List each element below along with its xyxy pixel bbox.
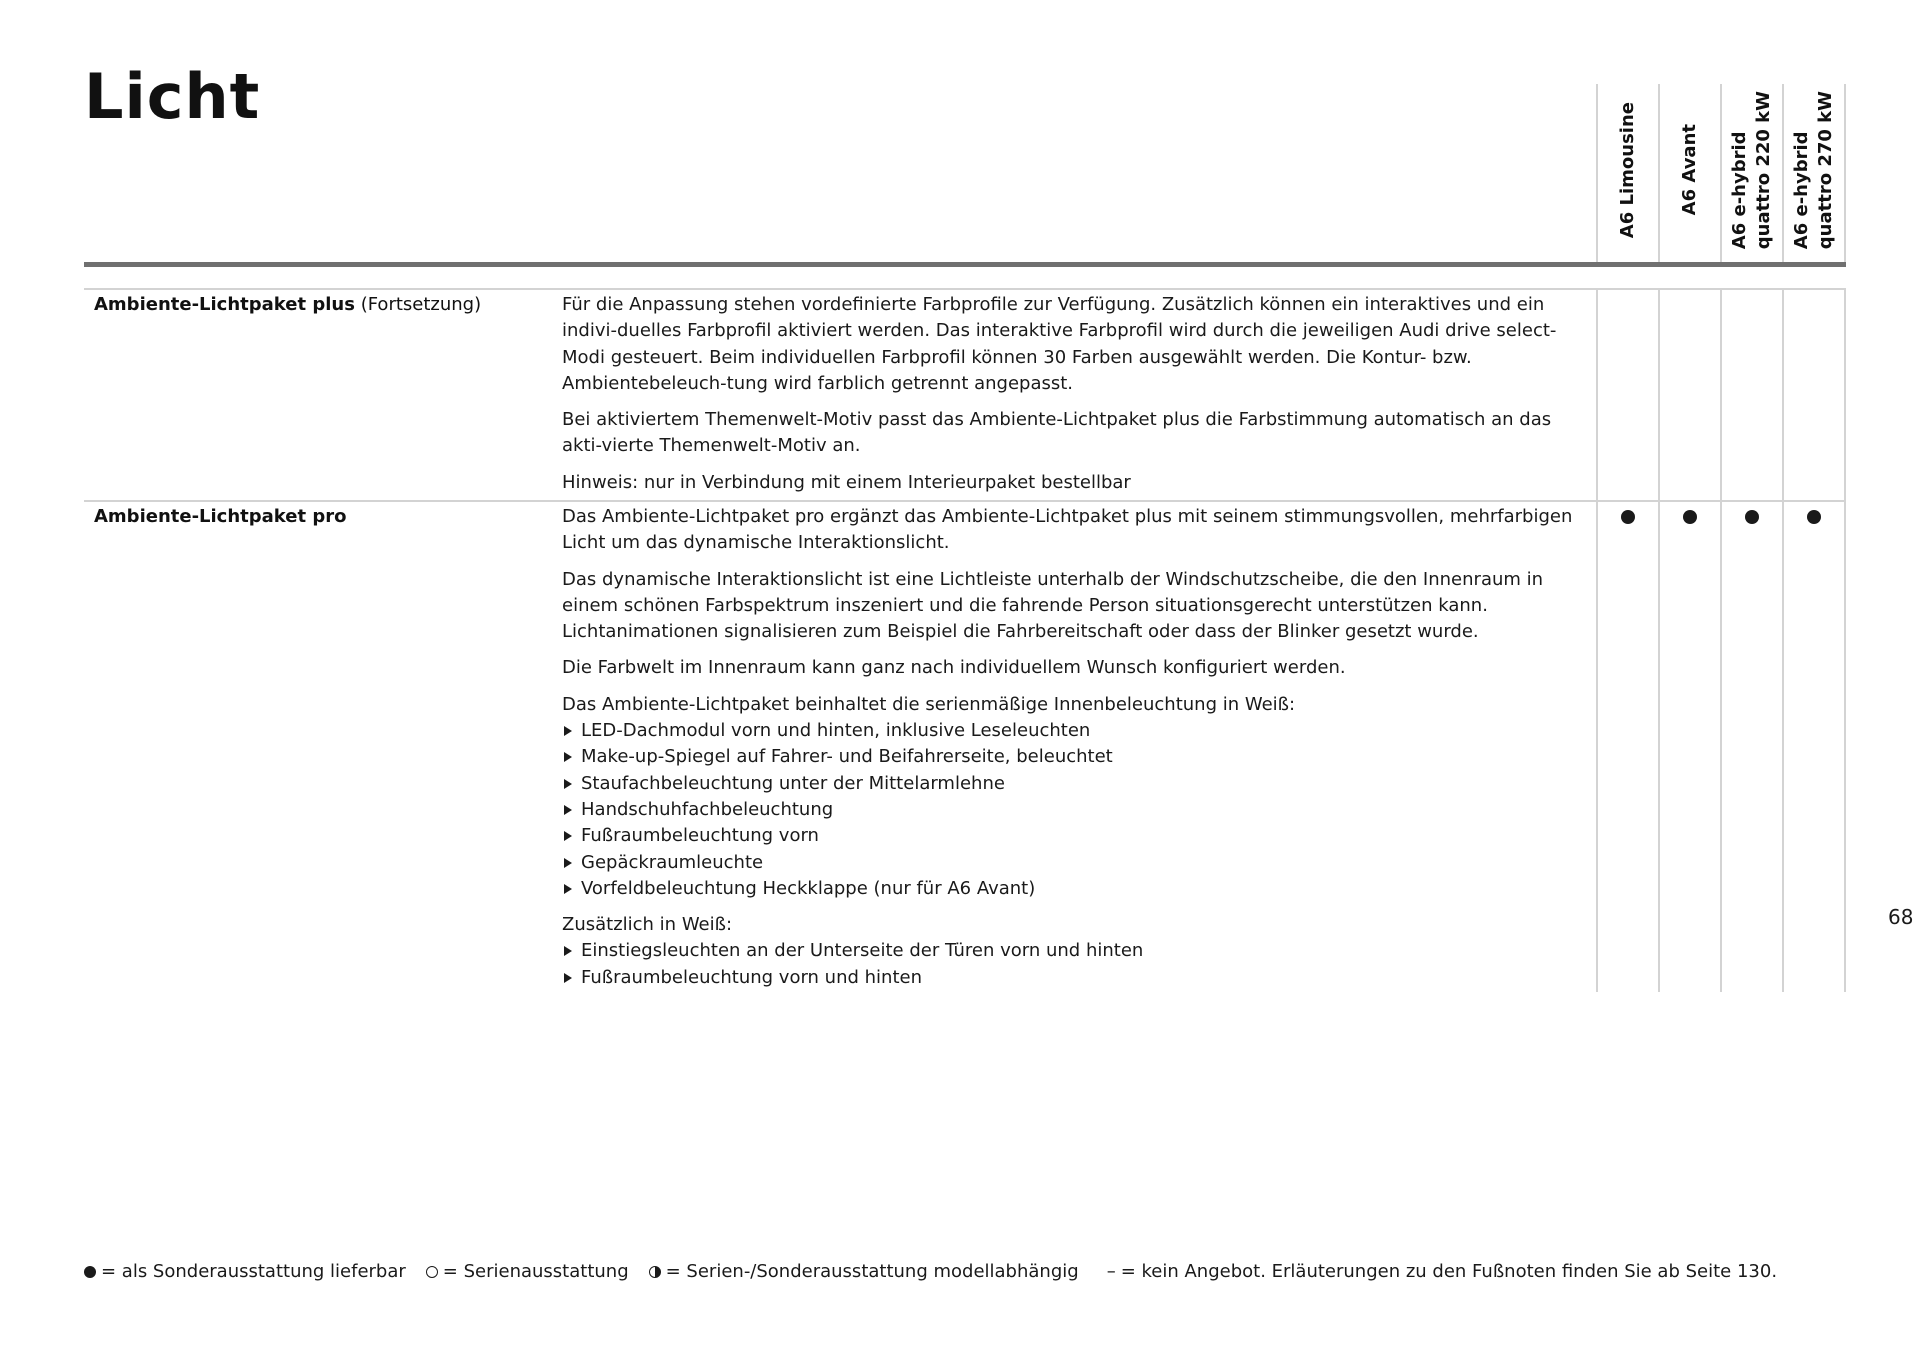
description-paragraph: Das Ambiente-Lichtpaket beinhaltet die serienmäßige Innenbeleuchtung in Weiß: [562,693,1296,715]
column-header-a6-avant [1659,84,1721,256]
legend-item-optional [84,1261,406,1282]
legend-text: = Serienausstattung [442,1261,629,1282]
legend-item-standard [426,1261,629,1282]
page-title: Licht [84,60,261,133]
feature-list-item: Vorfeldbeleuchtung Heckklappe (nur für A6 Avant) [562,876,1580,902]
feature-list-item: Fußraumbeleuchtung vorn [562,823,1580,849]
column-header-label: A6 e-hybrid quattro 220 kW [1729,90,1774,250]
row-description-ambiente-pro [562,504,1580,1001]
dash-icon: – [1106,1261,1116,1282]
column-header-label: A6 Limousine [1617,101,1639,239]
column-header-a6-limousine [1597,84,1659,256]
row-divider [84,288,1846,290]
feature-list-item: Einstiegsleuchten an der Unterseite der Türen vorn und hinten [562,938,1580,964]
row-label-name: Ambiente-Lichtpaket plus [94,294,355,315]
legend-item-not-available [1099,1261,1777,1282]
header-rule [84,262,1846,267]
row-description-ambiente-plus [562,292,1580,506]
half-circle-icon [649,1266,661,1278]
feature-list-item: Handschuhfachbeleuchtung [562,797,1580,823]
row-label-ambiente-plus [94,292,534,318]
description-paragraph: Für die Anpassung stehen vordefinierte Farbprofile zur Verfügung. Zusätzlich können ein interaktives und ein indivi-duelles Farbprofil aktiviert werden. Das interaktive Farbprofil wird durch die jeweiligen Audi drive select-Modi gesteuert. Beim individuellen Farbprofil können 30 Farben ausgewählt werden. Die Kontur- bzw. Ambientebeleuch-tung wird farblich getrennt angepasst. [562,294,1557,394]
row-label-name: Ambiente-Lichtpaket pro [94,506,347,527]
legend-text: = Serien-/Sonderausstattung modellabhängig [665,1261,1079,1282]
row-label-ambiente-pro [94,504,534,530]
description-paragraph: Das Ambiente-Lichtpaket pro ergänzt das Ambiente-Lichtpaket plus mit seinem stimmungsvollen, mehrfarbigen Licht um das dynamische Interaktionslicht. [562,506,1573,554]
availability-cell [1659,506,1721,528]
legend-item-model-dependent [649,1261,1079,1282]
open-circle-icon [426,1266,438,1278]
description-paragraph: Die Farbwelt im Innenraum kann ganz nach individuellem Wunsch konfiguriert werden. [562,657,1346,679]
column-header-e-hybrid-270 [1783,84,1845,256]
description-paragraph: Zusätzlich in Weiß: [562,914,733,936]
filled-circle-icon [1683,510,1697,524]
column-divider [1720,288,1722,992]
feature-list-item: Gepäckraumleuchte [562,850,1580,876]
feature-list-item: Fußraumbeleuchtung vorn und hinten [562,965,1580,991]
filled-circle-icon [1621,510,1635,524]
feature-list-item: Staufachbeleuchtung unter der Mittelarmlehne [562,771,1580,797]
feature-list [562,938,1580,991]
column-header-e-hybrid-220 [1721,84,1783,256]
description-paragraph: Das dynamische Interaktionslicht ist eine Lichtleiste unterhalb der Windschutzscheibe, die den Innenraum in einem schönen Farbspektrum inszeniert und die fahrende Person situationsgerecht unterstützen kann. Lichtanimationen signalisieren zum Beispiel die Fahrbereitschaft oder dass der Blinker gesetzt wurde. [562,568,1544,643]
feature-list-item: Make-up-Spiegel auf Fahrer- und Beifahrerseite, beleuchtet [562,744,1580,770]
row-label-suffix: (Fortsetzung) [354,294,482,315]
page-number: 68 [1888,905,1914,929]
availability-cell [1597,506,1659,528]
filled-circle-icon [1807,510,1821,524]
description-paragraph: Bei aktiviertem Themenwelt-Motiv passt das Ambiente-Lichtpaket plus die Farbstimmung automatisch an das akti-vierte Themenwelt-Motiv an. [562,409,1552,457]
description-paragraph: Hinweis: nur in Verbindung mit einem Interieurpaket bestellbar [562,471,1131,493]
filled-circle-icon [84,1266,96,1278]
availability-cell [1721,506,1783,528]
feature-list-item: LED-Dachmodul vorn und hinten, inklusive Leseleuchten [562,718,1580,744]
legend-text: = als Sonderausstattung lieferbar [101,1261,406,1282]
column-divider [1782,288,1784,992]
feature-list [562,718,1580,902]
column-divider [1844,288,1846,992]
filled-circle-icon [1745,510,1759,524]
availability-cell [1783,506,1845,528]
legend [84,1261,1797,1282]
column-header-label: A6 e-hybrid quattro 270 kW [1791,90,1836,250]
column-divider [1596,288,1598,992]
legend-text: = kein Angebot. Erläuterungen zu den Fußnoten finden Sie ab Seite 130. [1120,1261,1778,1282]
column-divider [1658,288,1660,992]
column-header-label: A6 Avant [1679,124,1701,216]
